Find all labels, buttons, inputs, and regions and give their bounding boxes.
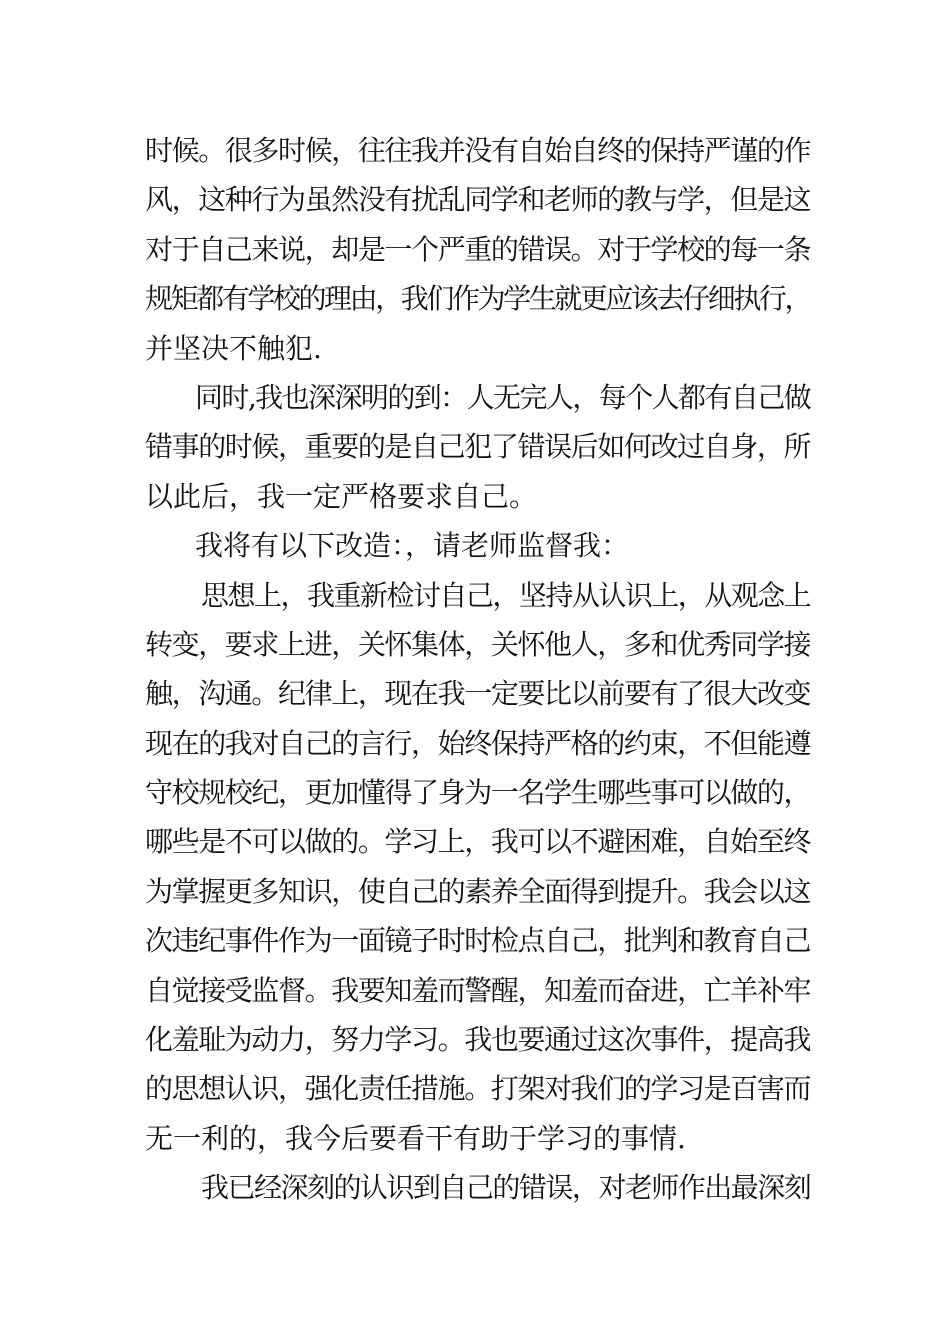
text-line: 思想上，我重新检讨自己，坚持从认识上，从观念上: [201, 578, 810, 612]
text-line: 转变，要求上进，关怀集体，关怀他人，多和优秀同学接: [145, 627, 810, 661]
text-line: 现在的我对自己的言行，始终保持严格的约束，不但能遵: [145, 726, 810, 760]
paragraph: [145, 521, 810, 570]
text-line: 哪些是不可以做的。学习上，我可以不避困难，自始至终: [145, 825, 810, 859]
text-line: 并坚决不触犯.: [145, 331, 322, 365]
text-line: 对于自己来说，却是一个严重的错误。对于学校的每一条: [145, 232, 810, 266]
paragraph: [145, 1163, 810, 1212]
text-line: 我将有以下改造：，请老师监督我：: [195, 529, 630, 563]
text-line: 自觉接受监督。我要知羞而警醒，知羞而奋进，亡羊补牢: [145, 973, 810, 1007]
text-line: 时候。很多时候，往往我并没有自始自终的保持严谨的作: [145, 134, 810, 167]
text-line: 的思想认识，强化责任措施。打架对我们的学习是百害而: [145, 1072, 810, 1106]
paragraph: [145, 373, 810, 521]
text-line: 风，这种行为虽然没有扰乱同学和老师的教与学，但是这: [145, 183, 810, 217]
text-line: 触，沟通。纪律上，现在我一定要比以前要有了很大改变: [145, 677, 810, 711]
text-line: 无一利的，我今后要看干有助于学习的事情.: [145, 1121, 686, 1155]
text-line: 规矩都有学校的理由，我们作为学生就更应该去仔细执行，: [145, 282, 810, 316]
paragraph: [145, 571, 810, 1164]
text-line: 我已经深刻的认识到自己的错误，对老师作出最深刻: [201, 1171, 810, 1205]
document-body: [145, 126, 810, 1213]
text-line: 为掌握更多知识，使自己的素养全面得到提升。我会以这: [145, 874, 810, 908]
text-line: 化羞耻为动力，努力学习。我也要通过这次事件，提高我: [145, 1023, 810, 1057]
paragraph: [145, 126, 810, 373]
text-line: 错事的时候，重要的是自己犯了错误后如何改过自身，所: [145, 430, 810, 464]
text-line: 以此后，我一定严格要求自己。: [145, 479, 538, 513]
text-line: 次违纪事件作为一面镜子时时检点自己，批判和教育自己: [145, 924, 810, 958]
text-line: 同时,我也深深明的到：人无完人，每个人都有自己做: [195, 380, 810, 414]
text-line: 守校规校纪，更加懂得了身为一名学生哪些事可以做的，: [145, 776, 810, 810]
